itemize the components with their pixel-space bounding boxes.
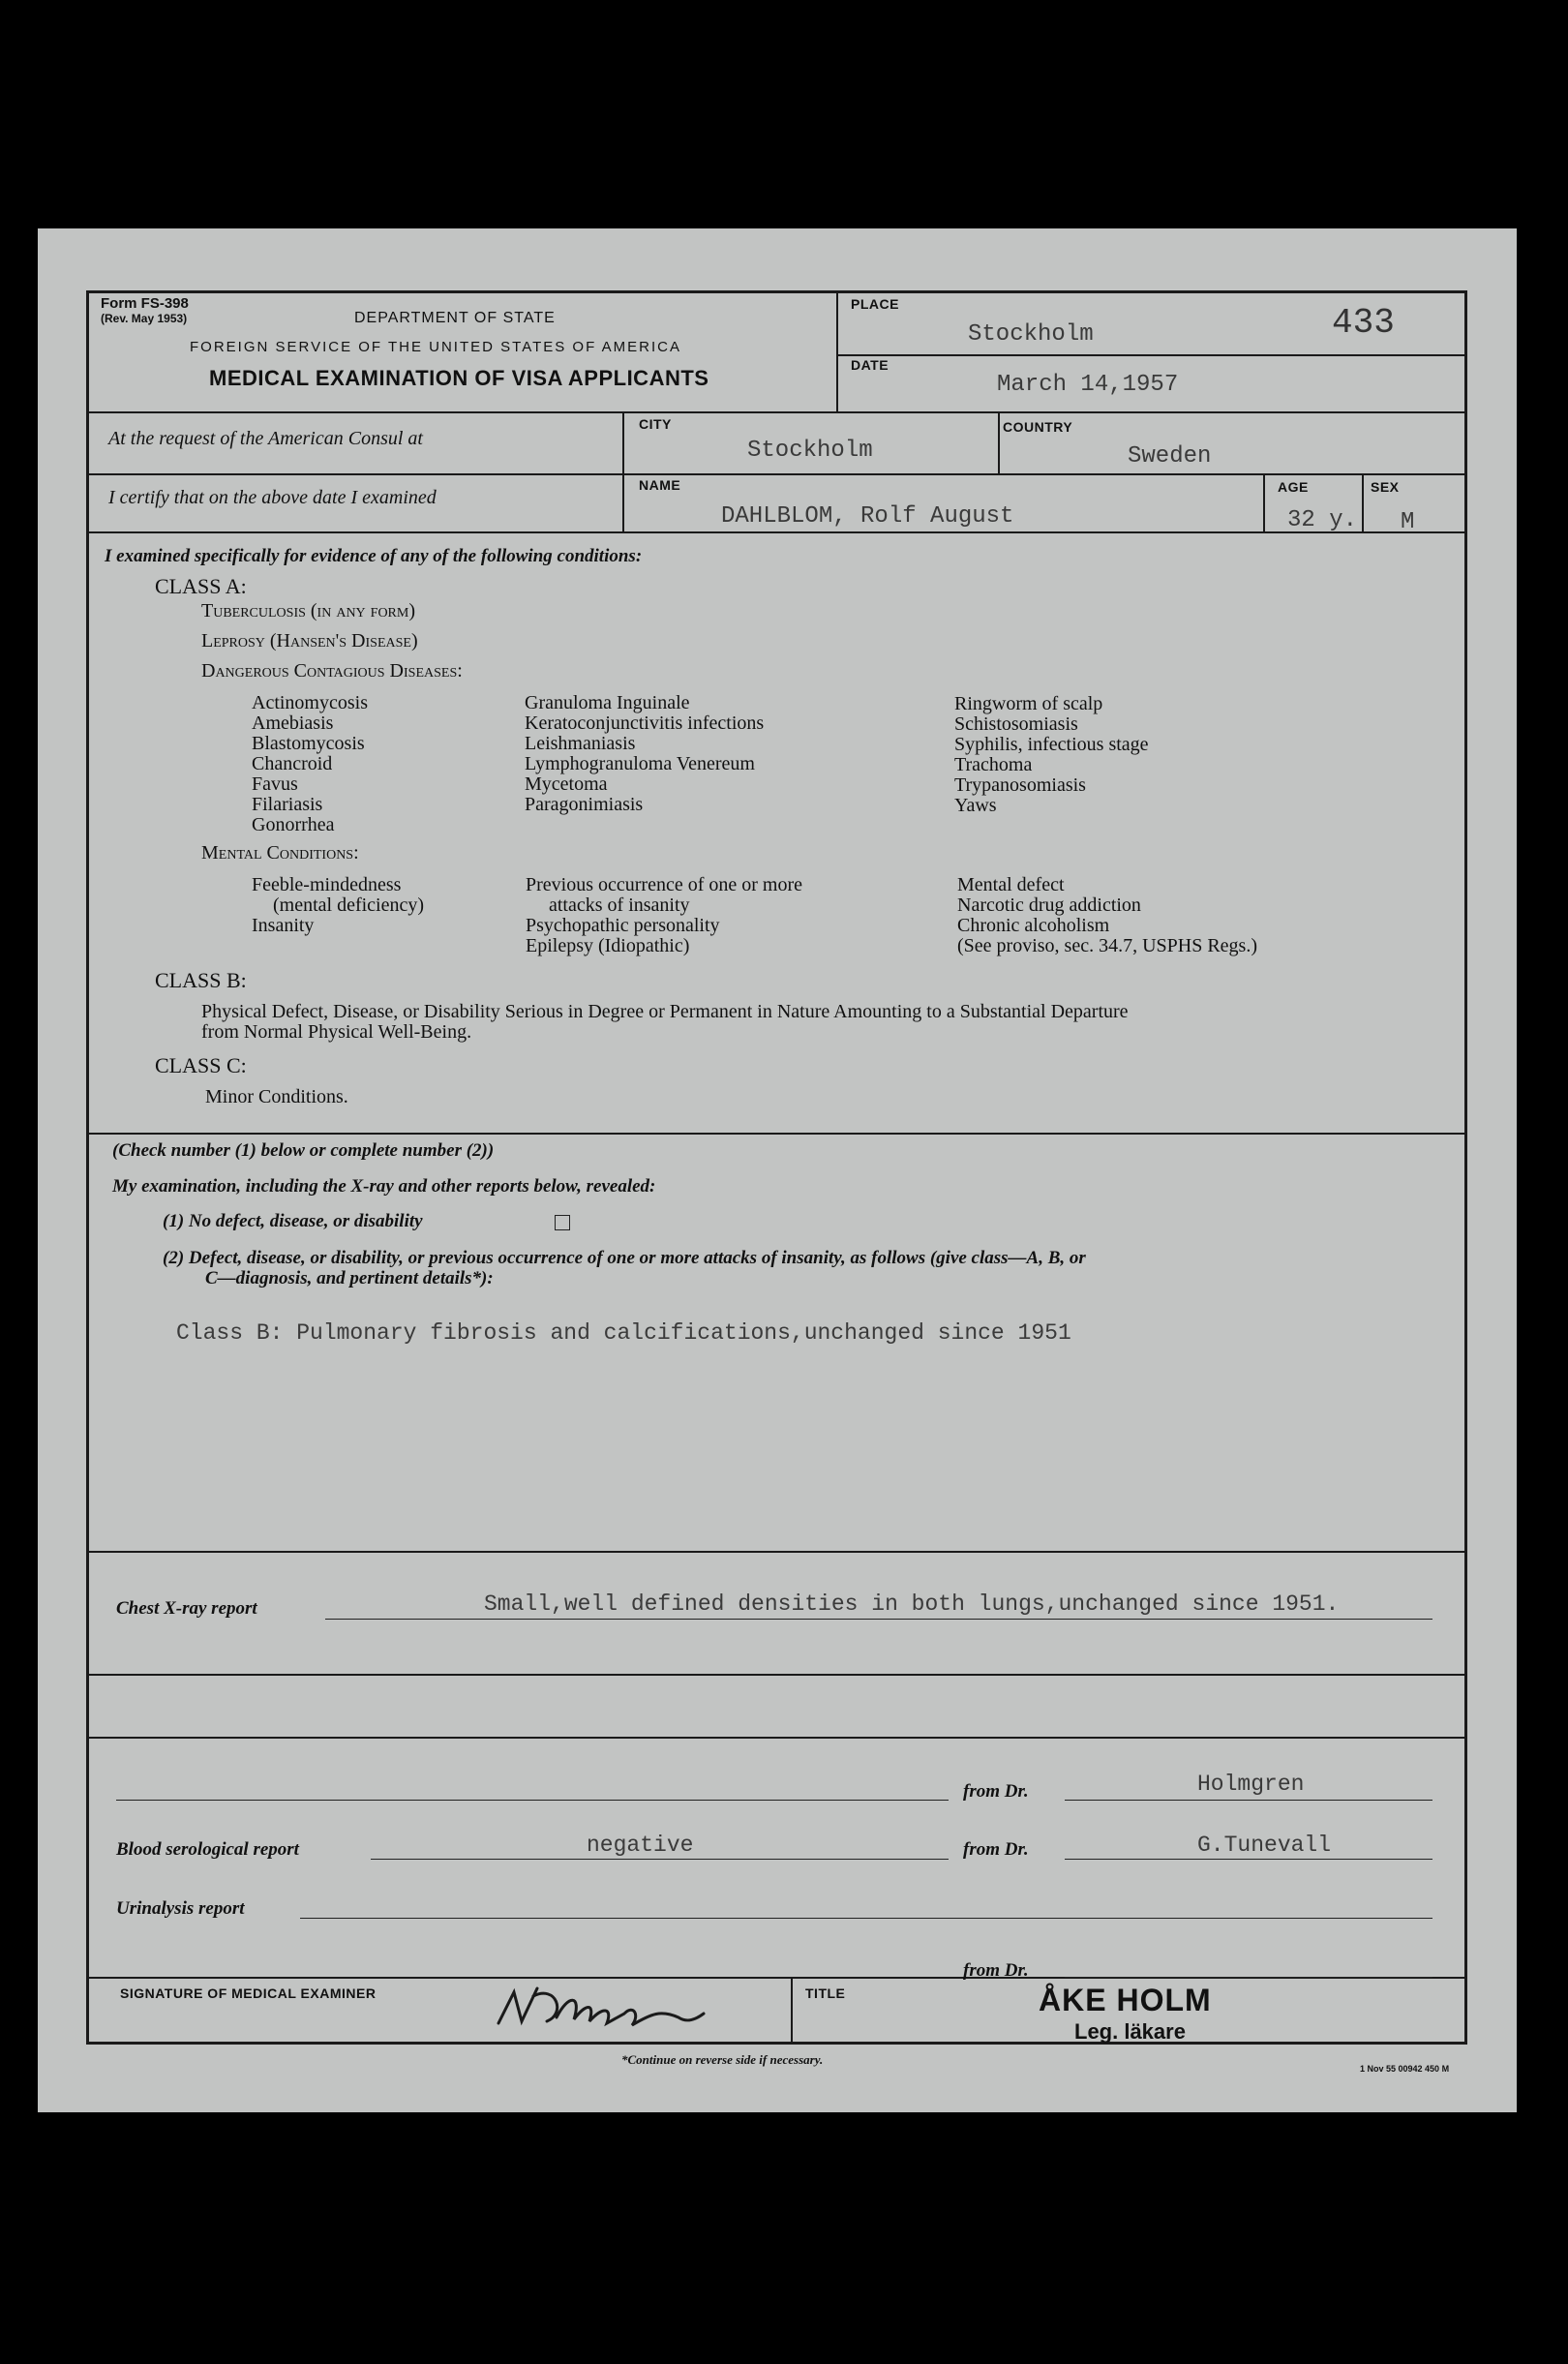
disease-item: Granuloma Inguinale	[525, 692, 690, 713]
date-value: March 14,1957	[997, 372, 1179, 398]
stamp-title: Leg. läkare	[1074, 2019, 1186, 2044]
chest-doctor-underline	[1065, 1800, 1432, 1801]
findings-bottom-rule	[86, 1551, 1467, 1553]
disease-item: Filariasis	[252, 794, 323, 815]
option-1-text: (1) No defect, disease, or disability	[163, 1211, 423, 1231]
disease-item: Amebiasis	[252, 712, 334, 734]
disease-item: Leishmaniasis	[525, 733, 636, 754]
request-text: At the request of the American Consul at	[108, 428, 423, 449]
name-bottom-rule	[86, 531, 1467, 533]
sex-label: SEX	[1371, 479, 1400, 495]
foreign-service-name: FOREIGN SERVICE OF THE UNITED STATES OF AMERICA	[190, 339, 681, 355]
report-rule-2	[86, 1737, 1467, 1739]
option-2-text: (2) Defect, disease, or disability, or previous occurrence of one or more attacks of insanity, as follows (give class—A, B, or	[163, 1248, 1086, 1268]
blood-doctor-value: G.Tunevall	[1197, 1833, 1332, 1858]
disease-item: Yaws	[954, 795, 997, 816]
disease-item: Syphilis, infectious stage	[954, 734, 1149, 755]
disease-item: Trachoma	[954, 754, 1033, 775]
disease-item: Schistosomiasis	[954, 713, 1078, 735]
class-b-description: Physical Defect, Disease, or Disability Serious in Degree or Permanent in Nature Amounting to a Substantial Departure	[201, 1001, 1129, 1022]
city-label: CITY	[639, 416, 672, 432]
title-label: TITLE	[805, 1985, 846, 2001]
mental-item: Mental defect	[957, 874, 1065, 895]
class-b-heading: CLASS B:	[155, 968, 247, 992]
age-left-rule	[1263, 473, 1265, 531]
from-dr-label-3: from Dr.	[963, 1960, 1029, 1981]
disease-item: Lymphogranuloma Venereum	[525, 753, 755, 774]
chest-xray-value: Small,well defined densities in both lungs,unchanged since 1951.	[484, 1591, 1340, 1617]
examination-text: My examination, including the X-ray and other reports below, revealed:	[112, 1176, 656, 1197]
form-revision: (Rev. May 1953)	[101, 312, 188, 325]
disease-item: Blastomycosis	[252, 733, 365, 754]
class-c-description: Minor Conditions.	[205, 1086, 348, 1107]
date-label: DATE	[851, 357, 890, 373]
dangerous-diseases-heading: Dangerous Contagious Diseases:	[201, 660, 463, 682]
urinalysis-label: Urinalysis report	[116, 1898, 245, 1919]
form-number: Form FS-398	[101, 295, 189, 312]
age-label: AGE	[1278, 479, 1309, 495]
report-rule-1	[86, 1674, 1467, 1676]
certify-text: I certify that on the above date I examined	[108, 487, 437, 508]
handwritten-signature	[489, 1975, 711, 2043]
chest-doctor-value: Holmgren	[1197, 1772, 1305, 1797]
mental-item: Chronic alcoholism	[957, 915, 1110, 936]
urinalysis-underline	[300, 1918, 1432, 1919]
mental-item: Insanity	[252, 915, 315, 936]
city-value: Stockholm	[747, 438, 873, 464]
date-rule	[836, 354, 1467, 356]
disease-item: Keratoconjunctivitis infections	[525, 712, 765, 734]
urinalysis-doctor-underline	[1065, 1977, 1432, 1978]
class-a-heading: CLASS A:	[155, 574, 247, 598]
place-value: Stockholm	[968, 321, 1094, 348]
mental-item: Previous occurrence of one or more	[526, 874, 802, 895]
serial-number: 433	[1332, 303, 1395, 343]
continue-note: *Continue on reverse side if necessary.	[621, 2052, 824, 2067]
disease-item: Trypanosomiasis	[954, 774, 1086, 796]
mental-item: (mental deficiency)	[273, 894, 425, 916]
mental-item: (See proviso, sec. 34.7, USPHS Regs.)	[957, 935, 1257, 956]
disease-item: Paragonimiasis	[525, 794, 644, 815]
age-value: 32 y.	[1287, 507, 1358, 533]
disease-item: Gonorrhea	[252, 814, 335, 835]
class-c-heading: CLASS C:	[155, 1053, 247, 1077]
name-value: DAHLBLOM, Rolf August	[721, 503, 1014, 530]
country-value: Sweden	[1128, 443, 1212, 470]
name-label: NAME	[639, 477, 681, 493]
disease-item: Favus	[252, 773, 298, 795]
header-divider	[836, 290, 838, 412]
from-dr-label-1: from Dr.	[963, 1781, 1029, 1802]
chest-xray-underline	[325, 1619, 1432, 1620]
print-code: 1 Nov 55 00942 450 M	[1360, 2064, 1450, 2074]
blood-doctor-underline	[1065, 1859, 1432, 1860]
signature-label: SIGNATURE OF MEDICAL EXAMINER	[120, 1985, 377, 2001]
stamp-name: ÅKE HOLM	[1039, 1983, 1212, 2017]
blood-report-underline	[371, 1859, 949, 1860]
city-left-rule	[622, 411, 624, 531]
diagnosis-value: Class B: Pulmonary fibrosis and calcifications,unchanged since 1951	[176, 1320, 1071, 1346]
conditions-bottom-rule	[86, 1133, 1467, 1135]
tuberculosis-item: Tuberculosis (in any form)	[201, 600, 416, 621]
mental-item: Epilepsy (Idiopathic)	[526, 935, 690, 956]
header-bottom-rule	[86, 411, 1467, 413]
city-bottom-rule	[86, 473, 1467, 475]
mental-conditions-heading: Mental Conditions:	[201, 842, 359, 864]
blood-report-value: negative	[587, 1833, 694, 1858]
disease-item: Chancroid	[252, 753, 333, 774]
department-name: DEPARTMENT OF STATE	[354, 310, 556, 326]
sex-value: M	[1401, 509, 1415, 535]
blood-report-label: Blood serological report	[116, 1839, 299, 1860]
conditions-intro: I examined specifically for evidence of any of the following conditions:	[105, 546, 643, 566]
form-title: MEDICAL EXAMINATION OF VISA APPLICANTS	[209, 366, 709, 390]
check-instruction: (Check number (1) below or complete number (2))	[112, 1140, 495, 1161]
mental-item: attacks of insanity	[549, 894, 690, 916]
leprosy-item: Leprosy (Hansen's Disease)	[201, 630, 418, 652]
option-2-text-cont: C—diagnosis, and pertinent details*):	[205, 1268, 494, 1288]
country-left-rule	[998, 411, 1000, 474]
class-b-description-cont: from Normal Physical Well-Being.	[201, 1021, 472, 1043]
sex-left-rule	[1362, 473, 1364, 531]
place-label: PLACE	[851, 296, 899, 312]
title-left-rule	[791, 1977, 793, 2045]
no-defect-checkbox[interactable]	[555, 1215, 570, 1230]
disease-item: Mycetoma	[525, 773, 608, 795]
from-dr-label-2: from Dr.	[963, 1839, 1029, 1860]
doctor-line-1-blank	[116, 1800, 949, 1801]
mental-item: Narcotic drug addiction	[957, 894, 1141, 916]
mental-item: Feeble-mindedness	[252, 874, 402, 895]
country-label: COUNTRY	[1003, 419, 1073, 435]
mental-item: Psychopathic personality	[526, 915, 720, 936]
chest-xray-label: Chest X-ray report	[116, 1598, 257, 1619]
disease-item: Ringworm of scalp	[954, 693, 1103, 714]
disease-item: Actinomycosis	[252, 692, 368, 713]
